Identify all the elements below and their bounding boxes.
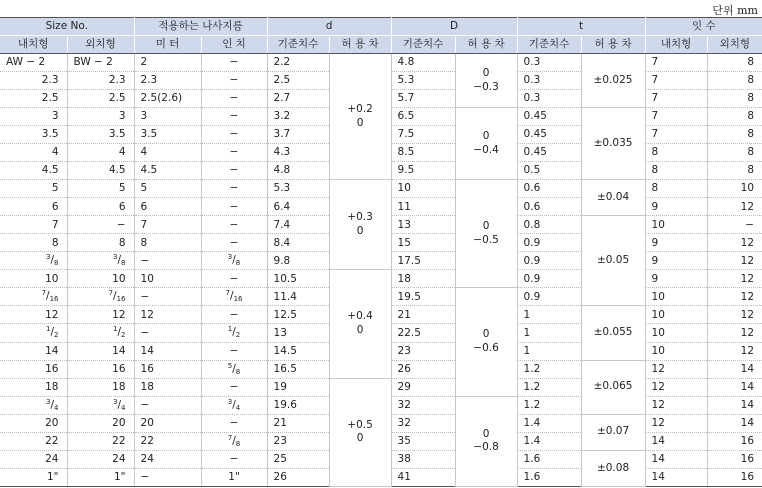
t-nominal: 1.2 <box>517 378 581 396</box>
thread-metric: 18 <box>134 378 201 396</box>
t-nominal: 1.2 <box>517 396 581 414</box>
header-D-tolerance: 허 용 차 <box>455 36 517 54</box>
t-tolerance: ±0.08 <box>581 450 645 486</box>
thread-inch: $^7/_8$ <box>201 432 267 450</box>
teeth-inner: 14 <box>645 432 707 450</box>
teeth-outer: 8 <box>707 90 762 108</box>
size-inner: 20 <box>0 414 67 432</box>
d-nominal: 3.2 <box>267 108 329 126</box>
table-row <box>0 378 762 396</box>
size-inner: 14 <box>0 342 67 360</box>
thread-metric: 2 <box>134 54 201 72</box>
size-outer: 22 <box>67 432 134 450</box>
d-nominal: 10.5 <box>267 270 329 288</box>
teeth-outer: 16 <box>707 432 762 450</box>
size-outer: 5 <box>67 180 134 198</box>
teeth-outer: 16 <box>707 468 762 486</box>
t-nominal: 0.8 <box>517 216 581 234</box>
D-nominal: 38 <box>391 450 455 468</box>
D-nominal: 26 <box>391 360 455 378</box>
t-nominal: 0.45 <box>517 108 581 126</box>
header-D: D <box>391 18 517 36</box>
header-inch: 인 치 <box>201 36 267 54</box>
D-nominal: 18 <box>391 270 455 288</box>
size-inner: 2.3 <box>0 72 67 90</box>
thread-metric: − <box>134 468 201 486</box>
header-metric: 미 터 <box>134 36 201 54</box>
D-nominal: 6.5 <box>391 108 455 126</box>
teeth-outer: 8 <box>707 108 762 126</box>
d-nominal: 13 <box>267 324 329 342</box>
teeth-outer: 14 <box>707 378 762 396</box>
t-tolerance: ±0.035 <box>581 108 645 180</box>
D-nominal: 4.8 <box>391 54 455 72</box>
D-tolerance: 0 −0.3 <box>455 54 517 108</box>
t-nominal: 0.6 <box>517 180 581 198</box>
thread-inch: − <box>201 90 267 108</box>
header-outer: 외치형 <box>67 36 134 54</box>
size-inner: 5 <box>0 180 67 198</box>
teeth-outer: 10 <box>707 180 762 198</box>
d-tolerance: +0.2 0 <box>329 54 391 180</box>
t-nominal: 0.9 <box>517 252 581 270</box>
thread-metric: 16 <box>134 360 201 378</box>
D-nominal: 11 <box>391 198 455 216</box>
thread-inch: − <box>201 72 267 90</box>
teeth-inner: 12 <box>645 396 707 414</box>
thread-metric: − <box>134 396 201 414</box>
teeth-outer: 12 <box>707 270 762 288</box>
D-nominal: 22.5 <box>391 324 455 342</box>
D-nominal: 13 <box>391 216 455 234</box>
t-nominal: 0.45 <box>517 126 581 144</box>
t-tolerance: ±0.05 <box>581 216 645 306</box>
d-nominal: 2.7 <box>267 90 329 108</box>
teeth-outer: 12 <box>707 342 762 360</box>
teeth-inner: 10 <box>645 288 707 306</box>
teeth-outer: 8 <box>707 144 762 162</box>
size-outer: 8 <box>67 234 134 252</box>
thread-inch: − <box>201 342 267 360</box>
size-outer: 14 <box>67 342 134 360</box>
size-inner: $^1/_2$ <box>0 324 67 342</box>
table-row <box>0 270 762 288</box>
thread-inch: 1" <box>201 468 267 486</box>
d-nominal: 16.5 <box>267 360 329 378</box>
size-inner: 10 <box>0 270 67 288</box>
D-tolerance: 0 −0.5 <box>455 180 517 288</box>
thread-metric: 6 <box>134 198 201 216</box>
size-outer: $^7/_{16}$ <box>67 288 134 306</box>
d-nominal: 21 <box>267 414 329 432</box>
thread-inch: − <box>201 216 267 234</box>
D-nominal: 19.5 <box>391 288 455 306</box>
size-inner: 3.5 <box>0 126 67 144</box>
thread-inch: − <box>201 378 267 396</box>
teeth-outer: 8 <box>707 54 762 72</box>
teeth-outer: − <box>707 216 762 234</box>
t-nominal: 0.3 <box>517 90 581 108</box>
thread-inch: − <box>201 108 267 126</box>
thread-metric: 3.5 <box>134 126 201 144</box>
thread-inch: − <box>201 144 267 162</box>
d-tolerance: +0.3 0 <box>329 180 391 270</box>
size-inner: 4 <box>0 144 67 162</box>
t-nominal: 0.45 <box>517 144 581 162</box>
t-nominal: 1.6 <box>517 450 581 468</box>
thread-metric: − <box>134 324 201 342</box>
header-d-nominal: 기준치수 <box>267 36 329 54</box>
size-outer: $^3/_4$ <box>67 396 134 414</box>
thread-inch: − <box>201 306 267 324</box>
thread-metric: 2.3 <box>134 72 201 90</box>
thread-inch: − <box>201 450 267 468</box>
size-outer: 4.5 <box>67 162 134 180</box>
teeth-inner: 7 <box>645 54 707 72</box>
t-tolerance: ±0.065 <box>581 360 645 414</box>
teeth-inner: 10 <box>645 306 707 324</box>
size-outer: $^3/_8$ <box>67 252 134 270</box>
D-nominal: 41 <box>391 468 455 486</box>
table-row <box>0 180 762 198</box>
size-inner: $^3/_4$ <box>0 396 67 414</box>
thread-metric: 4 <box>134 144 201 162</box>
d-nominal: 26 <box>267 468 329 486</box>
header-d-tolerance: 허 용 차 <box>329 36 391 54</box>
d-nominal: 25 <box>267 450 329 468</box>
thread-metric: 22 <box>134 432 201 450</box>
t-nominal: 1.2 <box>517 360 581 378</box>
D-nominal: 8.5 <box>391 144 455 162</box>
header-t: t <box>517 18 645 36</box>
thread-inch: − <box>201 414 267 432</box>
teeth-inner: 10 <box>645 324 707 342</box>
thread-metric: 10 <box>134 270 201 288</box>
d-nominal: 19 <box>267 378 329 396</box>
d-tolerance: +0.5 0 <box>329 378 391 486</box>
size-outer: 10 <box>67 270 134 288</box>
size-outer: 3 <box>67 108 134 126</box>
teeth-inner: 14 <box>645 468 707 486</box>
t-nominal: 0.9 <box>517 270 581 288</box>
teeth-inner: 8 <box>645 162 707 180</box>
D-nominal: 9.5 <box>391 162 455 180</box>
D-nominal: 15 <box>391 234 455 252</box>
thread-metric: 4.5 <box>134 162 201 180</box>
thread-metric: 24 <box>134 450 201 468</box>
header-inner: 내치형 <box>0 36 67 54</box>
size-inner: 24 <box>0 450 67 468</box>
D-nominal: 23 <box>391 342 455 360</box>
teeth-inner: 12 <box>645 360 707 378</box>
unit-label: 단위 mm <box>712 4 758 17</box>
teeth-inner: 7 <box>645 90 707 108</box>
teeth-outer: 14 <box>707 396 762 414</box>
size-outer: $^1/_2$ <box>67 324 134 342</box>
size-inner: 2.5 <box>0 90 67 108</box>
t-nominal: 1 <box>517 342 581 360</box>
thread-metric: − <box>134 252 201 270</box>
thread-inch: $^5/_8$ <box>201 360 267 378</box>
size-outer: − <box>67 216 134 234</box>
size-inner: 22 <box>0 432 67 450</box>
teeth-inner: 12 <box>645 378 707 396</box>
D-nominal: 7.5 <box>391 126 455 144</box>
teeth-inner: 7 <box>645 72 707 90</box>
teeth-outer: 12 <box>707 252 762 270</box>
header-teeth-outer: 외치형 <box>707 36 762 54</box>
D-tolerance: 0 −0.8 <box>455 396 517 486</box>
teeth-outer: 12 <box>707 324 762 342</box>
header-teeth: 잇 수 <box>645 18 762 36</box>
d-tolerance: +0.4 0 <box>329 270 391 378</box>
d-nominal: 4.3 <box>267 144 329 162</box>
size-inner: 3 <box>0 108 67 126</box>
teeth-outer: 8 <box>707 126 762 144</box>
teeth-outer: 12 <box>707 234 762 252</box>
header-t-nominal: 기준치수 <box>517 36 581 54</box>
d-nominal: 2.2 <box>267 54 329 72</box>
D-nominal: 5.3 <box>391 72 455 90</box>
size-inner: 1" <box>0 468 67 486</box>
d-nominal: 7.4 <box>267 216 329 234</box>
size-inner: AW − 2 <box>0 54 67 72</box>
header-size-no: Size No. <box>0 18 134 36</box>
size-inner: 16 <box>0 360 67 378</box>
D-tolerance: 0 −0.4 <box>455 108 517 180</box>
t-tolerance: ±0.04 <box>581 180 645 216</box>
size-outer: 16 <box>67 360 134 378</box>
size-inner: 4.5 <box>0 162 67 180</box>
size-inner: 8 <box>0 234 67 252</box>
teeth-inner: 14 <box>645 450 707 468</box>
thread-inch: − <box>201 126 267 144</box>
D-nominal: 32 <box>391 414 455 432</box>
size-inner: $^7/_{16}$ <box>0 288 67 306</box>
d-nominal: 4.8 <box>267 162 329 180</box>
teeth-inner: 8 <box>645 180 707 198</box>
size-inner: 18 <box>0 378 67 396</box>
teeth-inner: 12 <box>645 414 707 432</box>
teeth-outer: 12 <box>707 198 762 216</box>
header-D-nominal: 기준치수 <box>391 36 455 54</box>
teeth-outer: 12 <box>707 288 762 306</box>
t-nominal: 1 <box>517 306 581 324</box>
thread-metric: 5 <box>134 180 201 198</box>
t-nominal: 1.6 <box>517 468 581 486</box>
thread-metric: 12 <box>134 306 201 324</box>
thread-inch: $^7/_{16}$ <box>201 288 267 306</box>
teeth-inner: 9 <box>645 270 707 288</box>
thread-metric: 20 <box>134 414 201 432</box>
d-nominal: 6.4 <box>267 198 329 216</box>
teeth-inner: 10 <box>645 342 707 360</box>
t-nominal: 1 <box>517 324 581 342</box>
size-outer: 4 <box>67 144 134 162</box>
t-nominal: 1.4 <box>517 414 581 432</box>
teeth-outer: 8 <box>707 72 762 90</box>
teeth-inner: 7 <box>645 126 707 144</box>
teeth-inner: 7 <box>645 108 707 126</box>
t-nominal: 0.3 <box>517 54 581 72</box>
D-nominal: 10 <box>391 180 455 198</box>
teeth-outer: 16 <box>707 450 762 468</box>
size-outer: 1" <box>67 468 134 486</box>
teeth-inner: 8 <box>645 144 707 162</box>
teeth-inner: 9 <box>645 234 707 252</box>
size-outer: 20 <box>67 414 134 432</box>
size-inner: $^3/_8$ <box>0 252 67 270</box>
teeth-inner: 9 <box>645 198 707 216</box>
header-thread-diameter: 적용하는 나사지름 <box>134 18 267 36</box>
t-nominal: 0.5 <box>517 162 581 180</box>
size-inner: 6 <box>0 198 67 216</box>
thread-inch: $^3/_8$ <box>201 252 267 270</box>
d-nominal: 11.4 <box>267 288 329 306</box>
d-nominal: 19.6 <box>267 396 329 414</box>
t-nominal: 1.4 <box>517 432 581 450</box>
D-nominal: 35 <box>391 432 455 450</box>
d-nominal: 3.7 <box>267 126 329 144</box>
D-tolerance: 0 −0.6 <box>455 288 517 396</box>
thread-inch: − <box>201 270 267 288</box>
t-nominal: 0.6 <box>517 198 581 216</box>
D-nominal: 5.7 <box>391 90 455 108</box>
teeth-inner: 10 <box>645 216 707 234</box>
size-outer: 12 <box>67 306 134 324</box>
thread-inch: − <box>201 180 267 198</box>
size-outer: 3.5 <box>67 126 134 144</box>
thread-inch: − <box>201 162 267 180</box>
teeth-inner: 9 <box>645 252 707 270</box>
size-outer: 2.3 <box>67 72 134 90</box>
size-outer: BW − 2 <box>67 54 134 72</box>
size-outer: 2.5 <box>67 90 134 108</box>
size-outer: 18 <box>67 378 134 396</box>
t-tolerance: ±0.025 <box>581 54 645 108</box>
teeth-outer: 8 <box>707 162 762 180</box>
thread-inch: − <box>201 54 267 72</box>
thread-inch: $^3/_4$ <box>201 396 267 414</box>
d-nominal: 2.5 <box>267 72 329 90</box>
thread-inch: − <box>201 234 267 252</box>
teeth-outer: 12 <box>707 306 762 324</box>
d-nominal: 23 <box>267 432 329 450</box>
d-nominal: 14.5 <box>267 342 329 360</box>
d-nominal: 9.8 <box>267 252 329 270</box>
thread-metric: 8 <box>134 234 201 252</box>
thread-metric: − <box>134 288 201 306</box>
t-nominal: 0.3 <box>517 72 581 90</box>
D-nominal: 17.5 <box>391 252 455 270</box>
table-row <box>0 54 762 72</box>
header-d: d <box>267 18 391 36</box>
t-tolerance: ±0.055 <box>581 306 645 360</box>
d-nominal: 8.4 <box>267 234 329 252</box>
d-nominal: 12.5 <box>267 306 329 324</box>
t-nominal: 0.9 <box>517 234 581 252</box>
d-nominal: 5.3 <box>267 180 329 198</box>
thread-inch: − <box>201 198 267 216</box>
table-body <box>0 54 762 487</box>
header-t-tolerance: 허 용 차 <box>581 36 645 54</box>
teeth-outer: 14 <box>707 360 762 378</box>
header-teeth-inner: 내치형 <box>645 36 707 54</box>
t-tolerance: ±0.07 <box>581 414 645 450</box>
size-inner: 12 <box>0 306 67 324</box>
thread-metric: 7 <box>134 216 201 234</box>
teeth-outer: 14 <box>707 414 762 432</box>
thread-inch: $^1/_2$ <box>201 324 267 342</box>
thread-metric: 2.5(2.6) <box>134 90 201 108</box>
t-nominal: 0.9 <box>517 288 581 306</box>
size-outer: 24 <box>67 450 134 468</box>
D-nominal: 32 <box>391 396 455 414</box>
D-nominal: 29 <box>391 378 455 396</box>
size-inner: 7 <box>0 216 67 234</box>
D-nominal: 21 <box>391 306 455 324</box>
size-outer: 6 <box>67 198 134 216</box>
thread-metric: 3 <box>134 108 201 126</box>
thread-metric: 14 <box>134 342 201 360</box>
washer-spec-table <box>0 17 762 487</box>
